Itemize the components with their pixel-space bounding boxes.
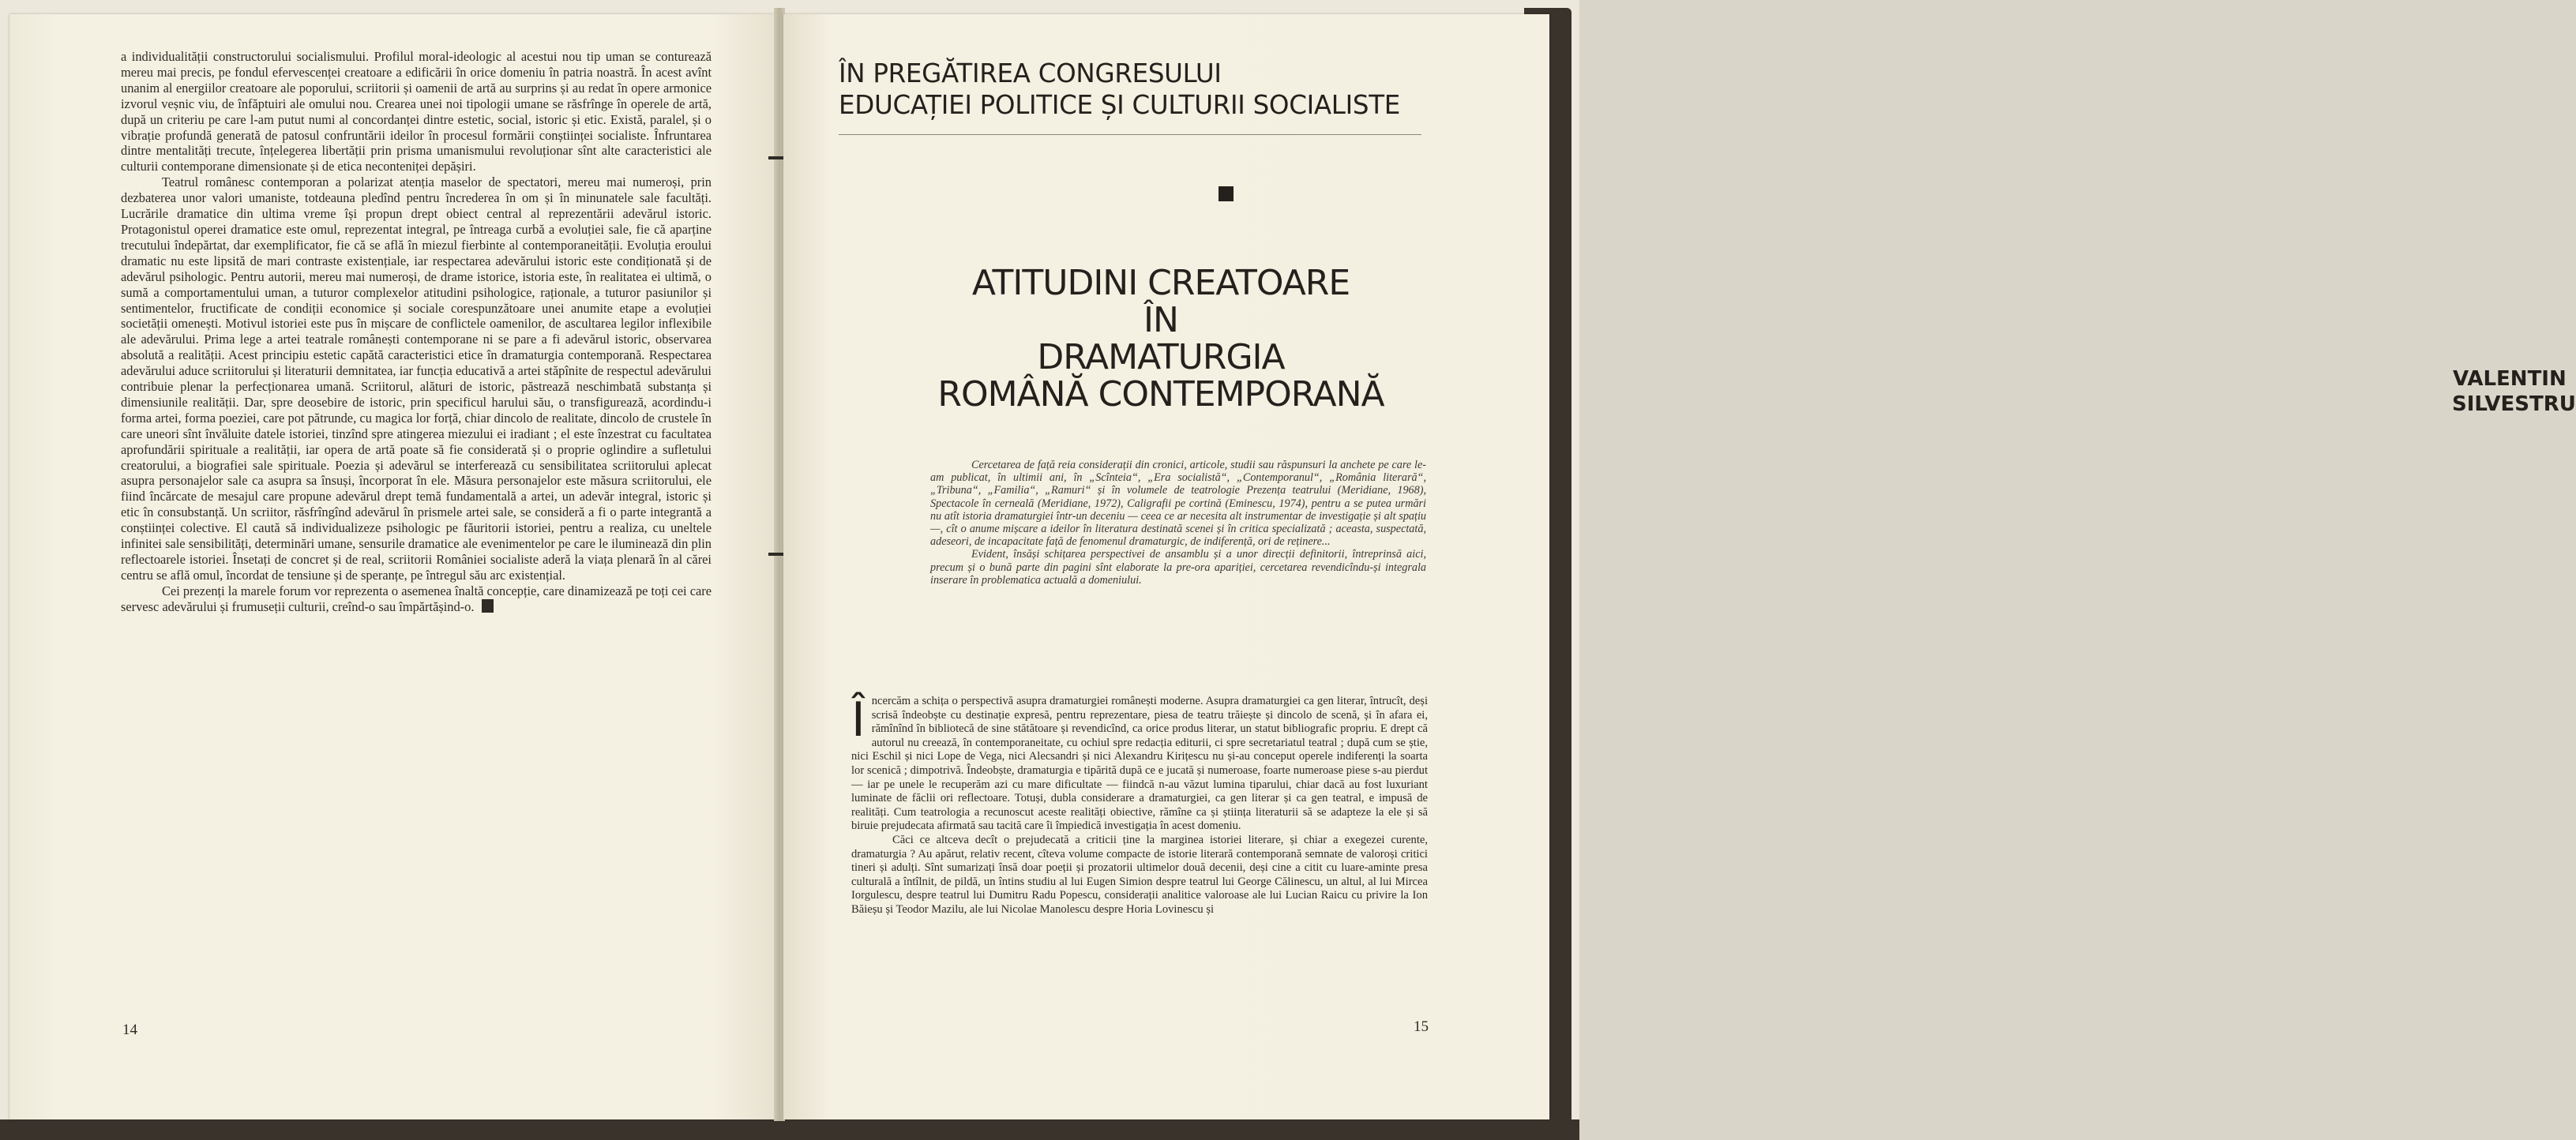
author-last-name: SILVESTRU	[2452, 392, 2576, 416]
drop-cap: Î	[851, 692, 866, 748]
left-paragraph-text: Cei prezenți la marele forum vor reprezenta o asemenea înaltă concepție, care dinamizează pe toți cei care servesc adevărului și frumuseții culturii, creînd-o sau împărtășind-o.	[121, 583, 712, 614]
series-heading-line: ÎN PREGĂTIREA CONGRESULUI	[839, 58, 1222, 88]
left-paragraph: Teatrul românesc contemporan a polarizat atenția maselor de spectatori, mereu mai numeroși, prin dezbaterea unor valori umaniste, totdeauna pledînd pentru încrederea în om și în minunatele sale facultăți. Lucrările dramatice din ultima vreme își propun drept obiect central al reprezentării adevărul istoric. Protagonistul operei dramatice este omul, reprezentat integral, pe întreaga curbă a evoluției sale, fie că aparține trecutului îndepărtat, dar exemplificator, fie că se află în miezul fierbinte al contemporaneității. Evoluția eroului dramatic nu este lipsită de mari contraste existențiale, iar respectarea adevărului istoric este condiționată și de adevărul psihologic. Pentru autorii, mereu mai numeroși, de drame istorice, istoria este, în realitatea ei ultimă, o sumă a comportamentului uman, a tuturor complexelor atitudini psihologice, raționale, a tuturor pasiunilor și sentimentelor, fructificate de condiții economice și sociale corespunzătoare unei anumite etape a evoluției societății omenești. Motivul istoriei este pus în mișcare de conflictele oamenilor, de ascultarea legilor inflexibile ale adevărului. Prima lege a artei teatrale românești contemporane ni se pare a fi adevărul istoric, observarea absolută a realității. Acest principiu estetic capătă caracteristici etice în dramaturgia contemporană. Respectarea adevărului aduce scriitorului și literaturii demnitatea, iar funcția educativă a artei stăpînite de respectul adevărului contribuie plenar la perfecționarea umană. Scriitorul, alături de istoric, păstrează neschimbată substanța și dimensiunile realității. Dar, spre deosebire de istoric, prin specificul harului său, o transfigurează, acordindu-i forma artei, forma poeziei, care pot pătrunde, cu magica lor forță, chiar dincolo de realitate, dincolo de crustele în care uneori sînt învăluite datele istoriei, tinzînd spre atingerea miezului ei iradiant ; el este înzestrat cu facultatea aprofundării spirituale a realității, iar opera de artă poate să fie considerată și o proprie oglindire a sufletului creatorului, a biografiei sale spirituale. Poezia și adevărul se interferează cu sensibilitatea scriitorului aplecat asupra personajelor sale ca asupra sa însuși, încorporat în ele. Măsura personajelor este măsura scriitorului, ele fiind încărcate de mesajul care propune adevărul drept temă fundamentală a artei, un adevăr integral, istoric și etic în consubstanță. Un scriitor, răsfrîngînd adevărul în prismele artei sale, se consideră a fi o parte integrantă a conștiinței colective. El caută să individualizeze psihologic pe făuritorii istoriei, pentru a realiza, cu uneltele infinitei sale sensibilități, determinări umane, sensurile dramatice ale evenimentelor pe care le iluminează din plin reflectoarele istoriei. Însetați de concret și de real, scriitorii României socialiste aderă la viața plenară în al cărei centru se află omul, încordat de tensiune și de speranțe, pe întregul său arc existențial.	[121, 174, 712, 583]
article-title	[884, 264, 1437, 413]
page-number-right: 15	[1414, 1018, 1429, 1035]
book-bottom-edge	[0, 1119, 1579, 1140]
series-heading-line: EDUCAȚIEI POLITICE ȘI CULTURII SOCIALISTE	[839, 90, 1401, 120]
author-first-name: VALENTIN	[2453, 367, 2567, 391]
right-paragraph-first	[851, 692, 1428, 834]
left-paragraph-final	[121, 583, 712, 615]
article-abstract	[930, 459, 1426, 587]
right-paragraph-text: ncercăm a schița o perspectivă asupra dramaturgiei românești moderne. Asupra dramaturgiei ca gen literar, întrucît, deși scrisă îndeobște cu destinație expresă, pentru reprezentare, piesa de teatru trăiește și dincolo de scenă, și în afara ei, rămînînd în bibliotecă de sine stătătoare și revendicînd, ca orice produs literar, un statut bibliografic propriu. E drept că autorul nu creează, în contemporaneitate, cu ochiul spre redacția editurii, ci spre secretariatul teatral ; după cum se știe, nici Eschil și nici Lope de Vega, nici Alecsandri și nici Alexandru Kirițescu nu și-au conceput operele indiferenți la soarta lor scenică ; dimpotrivă. Îndeobște, dramaturgia e tipărită după ce e jucată și numeroase, foarte numeroase piese s-au pierdut — iar pe unele le recuperăm azi cu mare dificultate — fiindcă n-au văzut lumina tiparului, chiar dacă au fost luxuriant luminate de făclii ori reflectoare. Totuși, dubla considerare a dramaturgiei, ca gen literar și ca gen teatral, e impusă de realități. Cum teatrologia a recunoscut aceste realități obiective, rămîne ca și știința literaturii să se adapteze la ele și să biruie prejudecata afirmată sau tacită care îi împiedică investigația în acest domeniu.	[851, 695, 1428, 833]
article-title-line: ROMÂNĂ CONTEMPORANĂ	[937, 374, 1384, 414]
article-title-line: ATITUDINI CREATOARE	[971, 263, 1350, 303]
left-page-body	[121, 49, 712, 615]
right-page-body	[851, 692, 1428, 917]
end-of-article-mark	[482, 599, 494, 613]
abstract-paragraph: Cercetarea de față reia considerații din cronici, articole, studii sau răspunsuri la anchete pe care le-am publicat, în ultimii ani, în „Scînteia“, „Era socialistă“, „Contemporanul“, „România literară“, „Tribuna“, „Familia“, „Ramuri“ și în volumele de teatrologie Prezența teatrului (Meridiane, 1968), Spectacole în cerneală (Meridiane, 1972), Caligrafii pe cortină (Eminescu, 1974), pentru a se putea urmări nu atît istoria dramaturgiei într-un deceniu — ceea ce ar necesita alt instrumentar de investigație și alt spațiu —, cît o anume mișcare a ideilor în literatura destinată scenei și în critica specializată ; aceasta, suspectată, adeseori, de incapacitate față de fenomenul dramaturgic, de indiferență, ori de reținere...	[930, 459, 1426, 549]
article-title-line: DRAMATURGIA	[1037, 337, 1285, 377]
article-title-line: ÎN	[1143, 300, 1178, 340]
series-heading	[839, 58, 1455, 121]
heading-rule	[839, 134, 1421, 135]
author-bullet-mark	[1219, 186, 1234, 201]
left-paragraph: a individualității constructorului socialismului. Profilul moral-ideologic al acestui nou tip uman se conturează mereu mai precis, pe fondul efervescenței creatoare a edificării în orice domeniu în patria noastră. În acest avînt unanim al energiilor creatoare ale poporului, scriitorii și oamenii de artă au surprins și au redat în opere armonice izvorul veșnic viu, de înfăptuiri ale omului nou. Crearea unei noi tipologii umane se răsfrînge în operele de artă, după un criteriu pe care l-am putut numi al concordanței dintre estetic, social, istoric și etic. Există, paralel, și o vibrație profundă generată de patosul confruntării ideilor în procesul formării conștiinței socialiste. Înfruntarea dintre mentalități trecute, înțelegerea libertății prin prisma umanismului revoluționar sînt alte caracteristici ale culturii contemporane dimensionate și de etica neconteniței depășiri.	[121, 49, 712, 174]
page-number-left: 14	[122, 1022, 137, 1038]
right-paragraph: Căci ce altceva decît o prejudecată a criticii ține la marginea istoriei literare, și chiar a exegezei curente, dramaturgia ? Au apărut, relativ recent, cîteva volume compacte de istorie literară contemporană semnate de valoroși critici tineri și adulți. Sînt sumarizați însă doar poeții și prozatorii ultimelor două decenii, deși cine a citit cu luare-aminte presa culturală a întîlnit, de pildă, un întins studiu al lui Eugen Simion despre teatrul lui George Călinescu, un altul, al lui Mircea Iorgulescu, despre teatrul lui Dumitru Radu Popescu, considerații analitice valoroase ale lui Lucian Raicu cu privire la Ion Băieșu și Teodor Mazilu, ale lui Nicolae Manolescu despre Horia Lovinescu și	[851, 833, 1428, 916]
abstract-paragraph: Evident, însăși schițarea perspectivei de ansamblu și a unor direcții definitorii, întreprinsă aici, precum și o bună parte din pagini sînt elaborate la pre-ora apariției, cercetarea revendicîndu-și integrala inserare în problematica actuală a domeniului.	[930, 548, 1426, 587]
